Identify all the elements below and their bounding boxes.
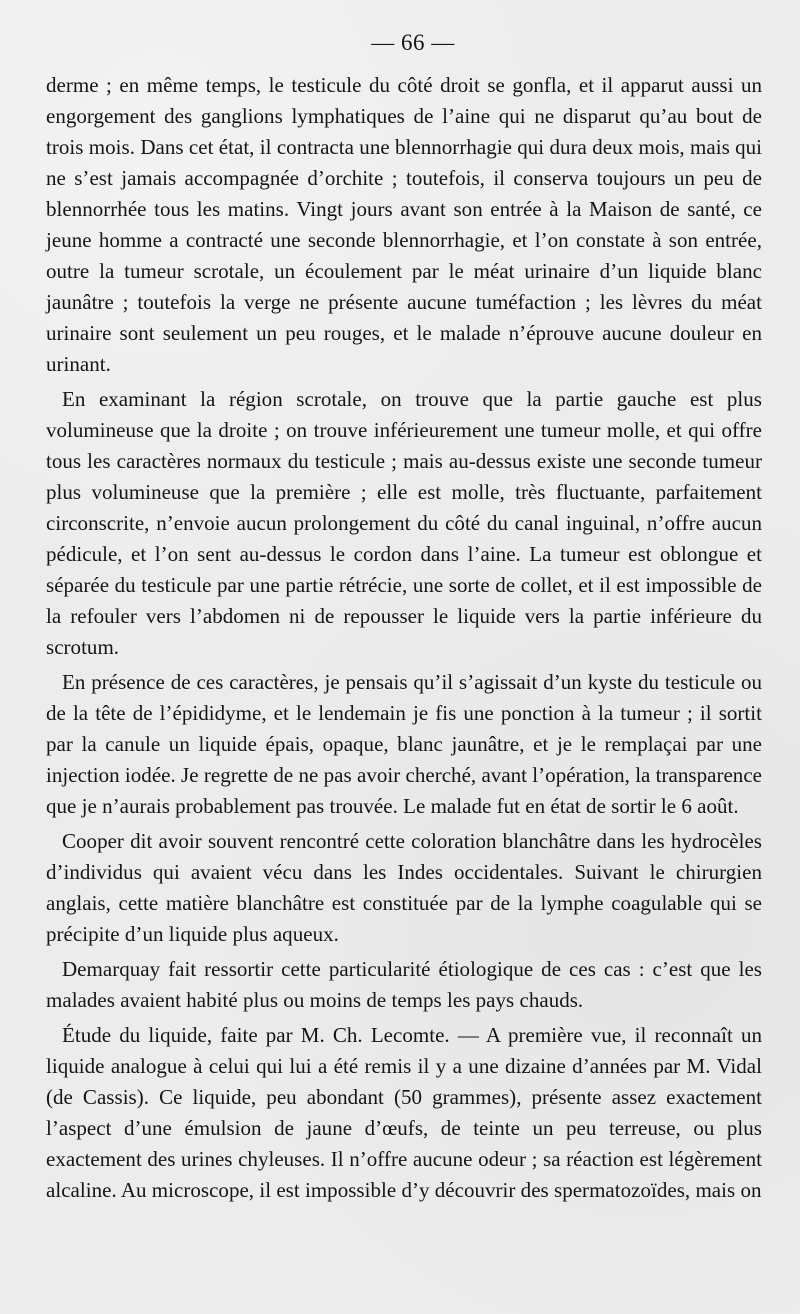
page-number: — 66 — [371, 30, 455, 55]
paragraph-1: derme ; en même temps, le testicule du côté droit se gonfla, et il apparut aussi un engorgement des ganglions lymphatiques de l’aine qui ne disparut qu’au bout de trois mois. Dans cet état, il contracta une blennorrhagie qui dura deux mois, mais qui ne s’est jamais accompagnée d’orchite ; toutefois, il conserva toujours un peu de blennorrhée tous les matins. Vingt jours avant son entrée à la Maison de santé, ce jeune homme a contracté une seconde blennorrhagie, et l’on constate à son entrée, outre la tumeur scrotale, un écoulement par le méat urinaire d’un liquide blanc jaunâtre ; toutefois la verge ne présente aucune tuméfaction ; les lèvres du méat urinaire sont seulement un peu rouges, et le malade n’éprouve aucune douleur en urinant. [46, 73, 762, 376]
paragraph-4: Cooper dit avoir souvent rencontré cette coloration blanchâtre dans les hydrocèles d’individus qui avaient vécu dans les Indes occidentales. Suivant le chirurgien anglais, cette matière blanchâtre est constituée par de la lymphe coagulable qui se précipite d’un liquide plus aqueux. [46, 829, 762, 946]
paragraph-6: Étude du liquide, faite par M. Ch. Lecomte. — A première vue, il reconnaît un liquide analogue à celui qui lui a été remis il y a une dizaine d’années par M. Vidal (de Cassis). Ce liquide, peu abondant (50 grammes), présente assez exactement l’aspect d’une émulsion de jaune d’œufs, de teinte un peu terreuse, ou plus exactement des urines chyleuses. Il n’offre aucune odeur ; sa réaction est légèrement alcaline. Au microscope, il est impossible d’y découvrir des spermatozoïdes, mais on [46, 1023, 762, 1202]
paragraph-3: En présence de ces caractères, je pensais qu’il s’agissait d’un kyste du testicule ou de la tête de l’épididyme, et le lendemain je fis une ponction à la tumeur ; il sortit par la canule un liquide épais, opaque, blanc jaunâtre, et je le remplaçai par une injection iodée. Je regrette de ne pas avoir cherché, avant l’opération, la transparence que je n’aurais probablement pas trouvée. Le malade fut en état de sortir le 6 août. [46, 670, 762, 818]
paragraph-2: En examinant la région scrotale, on trouve que la partie gauche est plus volumineuse que la droite ; on trouve inférieurement une tumeur molle, et qui offre tous les caractères normaux du testicule ; mais au-dessus existe une seconde tumeur plus volumineuse que la première ; elle est molle, très fluctuante, parfaitement circonscrite, n’envoie aucun prolongement du côté du canal inguinal, n’offre aucun pédicule, et l’on sent au-dessus le cordon dans l’aine. La tumeur est oblongue et séparée du testicule par une partie rétrécie, une sorte de collet, et il est impossible de la refouler vers l’abdomen ni de repousser le liquide vers la partie inférieure du scrotum. [46, 387, 762, 659]
paragraph-5: Demarquay fait ressortir cette particularité étiologique de ces cas : c’est que les malades avaient habité plus ou moins de temps les pays chauds. [46, 957, 762, 1012]
